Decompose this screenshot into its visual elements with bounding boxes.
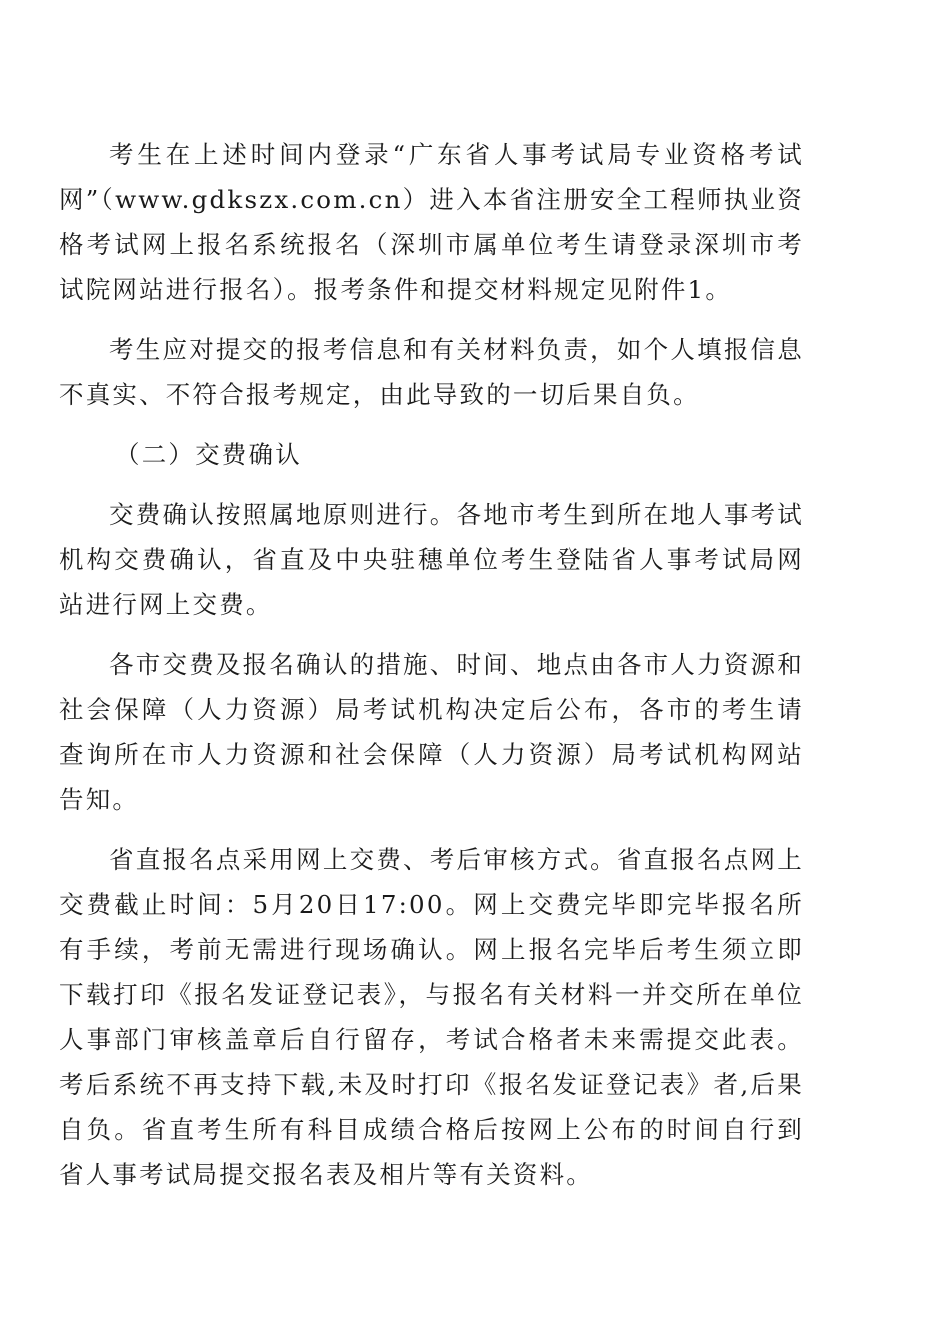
paragraph-applicant-responsibility: 考生应对提交的报考信息和有关材料负责，如个人填报信息不真实、不符合报考规定，由此导致的一切后果自负。 [59, 335, 804, 409]
section-heading-fee-confirmation: （二）交费确认 [115, 440, 302, 469]
paragraph-fee-principle: 交费确认按照属地原则进行。各地市考生到所在地人事考试机构交费确认，省直及中央驻穗单位考生登陆省人事考试局网站进行网上交费。 [59, 500, 804, 619]
paragraph-provincial-online-fee: 省直报名点采用网上交费、考后审核方式。省直报名点网上交费截止时间：5月20日17:00。网上交费完毕即完毕报名所有手续，考前无需进行现场确认。网上报名完毕后考生须立即下载打印《报名发证登记表》，与报名有关材料一并交所在单位人事部门审核盖章后自行留存，考试合格者未来需提交此表。考后系统不再支持下载,未及时打印《报名发证登记表》者,后果自负。省直考生所有科目成绩合格后按网上公布的时间自行到省人事考试局提交报名表及相片等有关资料。 [59, 845, 804, 1189]
paragraph-online-registration: 考生在上述时间内登录“广东省人事考试局专业资格考试网”（www.gdkszx.com.cn）进入本省注册安全工程师执业资格考试网上报名系统报名（深圳市属单位考生请登录深圳市考试院网站进行报名）。报考条件和提交材料规定见附件1。 [59, 140, 804, 304]
document-body [59, 132, 804, 1212]
paragraph-city-arrangements: 各市交费及报名确认的措施、时间、地点由各市人力资源和社会保障（人力资源）局考试机构决定后公布，各市的考生请查询所在市人力资源和社会保障（人力资源）局考试机构网站告知。 [59, 650, 804, 814]
